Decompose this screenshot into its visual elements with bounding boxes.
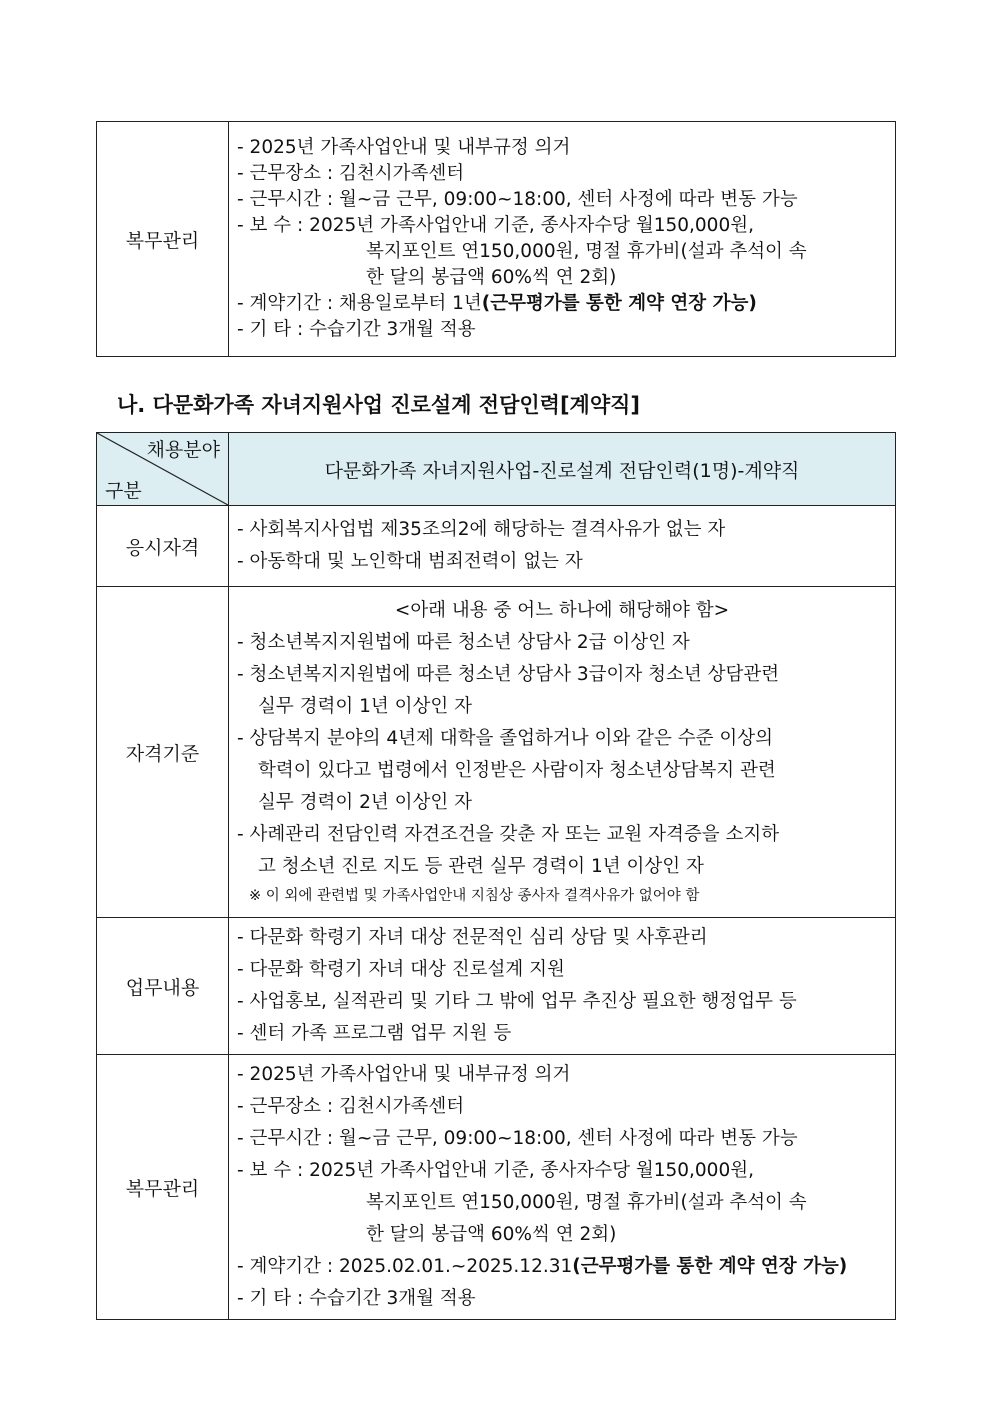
- contract-prefix: - 계약기간 : 2025.02.01.~2025.12.31: [237, 1256, 573, 1277]
- row-label: 복무관리: [97, 1055, 229, 1320]
- content-line: - 근무시간 : 월~금 근무, 09:00~18:00, 센터 사정에 따라 변동 가능: [237, 189, 798, 210]
- row-label: 응시자격: [97, 506, 229, 587]
- row-label: 복무관리: [97, 122, 229, 357]
- content-line: - 아동학대 및 노인학대 범죄전력이 없는 자: [237, 551, 583, 572]
- content-line: 한 달의 봉급액 60%씩 연 2회): [366, 1224, 617, 1245]
- contract-prefix: - 계약기간 : 채용일로부터 1년: [237, 293, 482, 314]
- content-line: - 사회복지사업법 제35조의2에 해당하는 결격사유가 없는 자: [237, 519, 726, 540]
- diagonal-header-cell: [97, 433, 229, 506]
- diagonal-header: [97, 433, 228, 505]
- content-line: - 사례관리 전담인력 자견조건을 갖춘 자 또는 교원 자격증을 소지하: [237, 824, 780, 845]
- top-table: [96, 121, 896, 357]
- content-line: - 사업홍보, 실적관리 및 기타 그 밖에 업무 추진상 필요한 행정업무 등: [237, 991, 797, 1012]
- row-content: [229, 506, 896, 587]
- content-line: - 센터 가족 프로그램 업무 지원 등: [237, 1023, 512, 1044]
- contract-line: [237, 291, 887, 317]
- section-title: 나. 다문화가족 자녀지원사업 진로설계 전담인력[계약직]: [117, 393, 640, 417]
- content-line: - 다문화 학령기 자녀 대상 전문적인 심리 상담 및 사후관리: [237, 927, 708, 948]
- content-line: - 기 타 : 수습기간 3개월 적용: [237, 319, 476, 340]
- content-line: - 기 타 : 수습기간 3개월 적용: [237, 1288, 476, 1309]
- main-table: [96, 432, 896, 1320]
- header-title: 다문화가족 자녀지원사업-진로설계 전담인력(1명)-계약직: [229, 433, 896, 506]
- header-category-label: 구분: [105, 480, 142, 502]
- contract-note: (근무평가를 통한 계약 연장 가능): [481, 293, 757, 314]
- content-line: 실무 경력이 2년 이상인 자: [258, 792, 473, 813]
- content-line: 복지포인트 연150,000원, 명절 휴가비(설과 추석이 속: [366, 1192, 807, 1213]
- row-content: [229, 122, 896, 357]
- note-text: ※ 이 외에 관련법 및 가족사업안내 지침상 종사자 결격사유가 없어야 함: [249, 888, 700, 904]
- content-line: - 청소년복지지원법에 따른 청소년 상담사 2급 이상인 자: [237, 632, 690, 653]
- content-line: 복지포인트 연150,000원, 명절 휴가비(설과 추석이 속: [366, 241, 807, 262]
- content-line: 실무 경력이 1년 이상인 자: [258, 696, 473, 717]
- content-line: - 다문화 학령기 자녀 대상 진로설계 지원: [237, 959, 565, 980]
- qualification-intro: <아래 내용 중 어느 하나에 해당해야 함>: [394, 600, 730, 621]
- content-line: - 근무장소 : 김천시가족센터: [237, 1096, 465, 1117]
- duties-row: [97, 918, 896, 1055]
- service-row: [97, 122, 896, 357]
- content-line: 학력이 있다고 법령에서 인정받은 사람이자 청소년상담복지 관련: [258, 760, 776, 781]
- content-line: 고 청소년 진로 지도 등 관련 실무 경력이 1년 이상인 자: [258, 856, 704, 877]
- content-line: - 청소년복지지원법에 따른 청소년 상담사 3급이자 청소년 상담관련: [237, 664, 780, 685]
- content-line: - 보 수 : 2025년 가족사업안내 기준, 종사자수당 월150,000원,: [237, 1160, 754, 1181]
- row-label: 업무내용: [97, 918, 229, 1055]
- content-line: 한 달의 봉급액 60%씩 연 2회): [366, 267, 617, 288]
- row-content: [229, 587, 896, 918]
- content-line: - 2025년 가족사업안내 및 내부규정 의거: [237, 1064, 571, 1085]
- header-row: [97, 433, 896, 506]
- content-line: - 근무장소 : 김천시가족센터: [237, 163, 465, 184]
- content-line: - 2025년 가족사업안내 및 내부규정 의거: [237, 137, 571, 158]
- contract-line: [237, 1251, 887, 1283]
- service-row: [97, 1055, 896, 1320]
- header-field-label: 채용분야: [146, 439, 220, 461]
- row-content: [229, 1055, 896, 1320]
- content-line: - 근무시간 : 월~금 근무, 09:00~18:00, 센터 사정에 따라 변동 가능: [237, 1128, 798, 1149]
- eligibility-row: [97, 506, 896, 587]
- content-line: - 보 수 : 2025년 가족사업안내 기준, 종사자수당 월150,000원,: [237, 215, 754, 236]
- contract-note: (근무평가를 통한 계약 연장 가능): [572, 1256, 848, 1277]
- qualification-row: [97, 587, 896, 918]
- content-line: - 상담복지 분야의 4년제 대학을 졸업하거나 이와 같은 수준 이상의: [237, 728, 774, 749]
- row-content: [229, 918, 896, 1055]
- row-label: 자격기준: [97, 587, 229, 918]
